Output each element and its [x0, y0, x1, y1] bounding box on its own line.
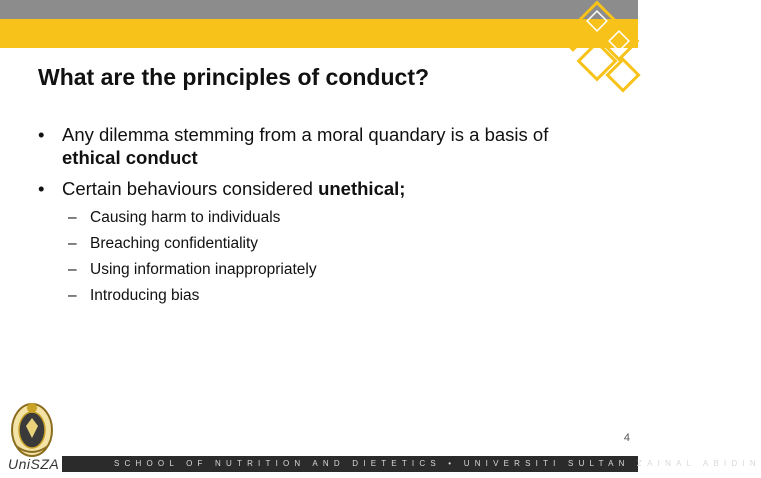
- sub-bullet-text: Using information inappropriately: [90, 261, 317, 278]
- geometric-pattern-icon: [554, 0, 638, 100]
- footer-bar: SCHOOL OF NUTRITION AND DIETETICS • UNIVERSITI SULTAN ZAINAL ABIDIN: [62, 456, 638, 472]
- bullet-marker: •: [38, 178, 45, 199]
- sub-bullet-text: Introducing bias: [90, 287, 200, 304]
- slide-title: What are the principles of conduct?: [38, 64, 430, 90]
- logo-text: UniSZA: [8, 456, 60, 472]
- sub-bullet-text: Breaching confidentiality: [90, 235, 259, 252]
- sub-bullet-text: Causing harm to individuals: [90, 209, 281, 226]
- header-yellow-band: [0, 19, 638, 48]
- sub-bullet-marker: –: [68, 235, 77, 252]
- page-number: 4: [623, 432, 630, 444]
- bullet-bold-text: unethical;: [318, 178, 406, 199]
- sub-bullet-marker: –: [68, 287, 77, 304]
- bullet-text: Any dilemma stemming from a moral quandary is a basis of: [62, 124, 549, 145]
- header-gray-band: [0, 0, 638, 19]
- sub-bullet-marker: –: [68, 209, 77, 226]
- bullet-list: [38, 123, 578, 312]
- sub-bullet-item: [38, 234, 578, 254]
- bullet-bold-text: ethical conduct: [62, 147, 198, 168]
- bullet-text: Certain behaviours considered: [62, 178, 319, 199]
- sub-bullet-item: [38, 260, 578, 280]
- sub-bullet-item: [38, 208, 578, 228]
- bullet-item: [38, 123, 578, 169]
- bullet-item: [38, 177, 578, 200]
- bullet-marker: •: [38, 124, 45, 145]
- sub-bullet-item: [38, 286, 578, 306]
- sub-bullet-marker: –: [68, 261, 77, 278]
